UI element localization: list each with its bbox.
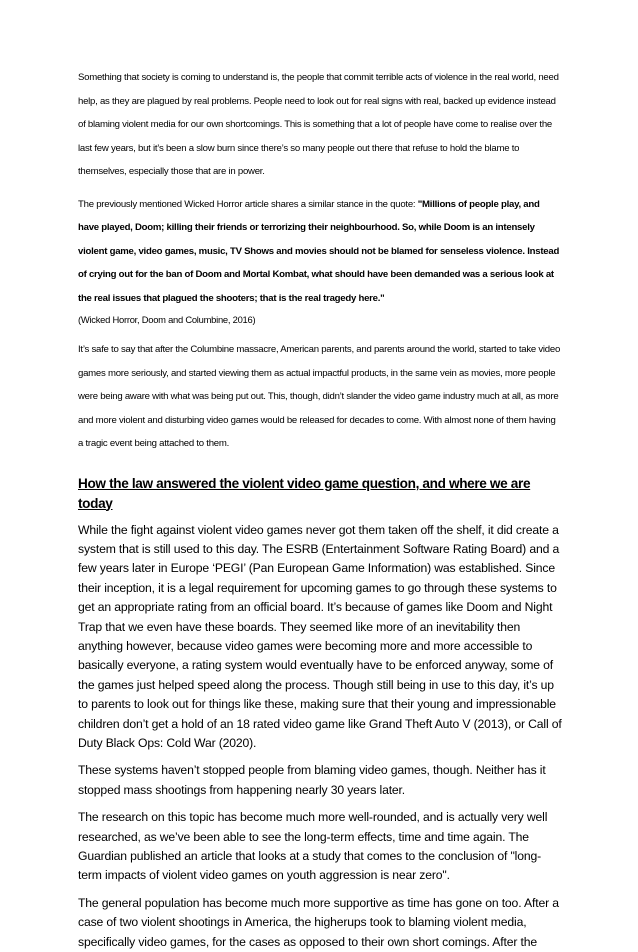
document-page xyxy=(78,66,562,952)
paragraph-blaming-continues: These systems haven’t stopped people from blaming video games, though. Neither has it stopped mass shootings from happening nearly 30 years later. xyxy=(78,763,546,797)
paragraph-society-understanding: Something that society is coming to understand is, the people that commit terrible acts of violence in the real world, need help, as they are plagued by real problems. People need to look out for real signs with real, backed up evidence instead of blaming violent media for our own shortcomings. This is something that a lot of people have come to realise over the last few years, but it’s been a slow burn since there’s so many people out there that refuse to hold the blame to themselves, especially those that are in power. xyxy=(78,72,559,177)
doom-quote: "Millions of people play, and have played, Doom; killing their friends or terrorizing their neighbourhood. So, while Doom is an intensely violent game, video games, music, TV Shows and movies should not be blamed for senseless violence. Instead of crying out for the ban of Doom and Mortal Kombat, what should have been demanded was a serious look at the real issues that plagued the shooters; that is the real tragedy here." xyxy=(78,198,560,304)
section-heading: How the law answered the violent video game question, and where we are today xyxy=(78,475,531,511)
paragraph-rating-systems: While the fight against violent video games never got them taken off the shelf, it did create a system that is still used to this day. The ESRB (Entertainment Software Rating Board) and a few years later in Europe ‘PEGI’ (Pan European Game Information) was established. Since their inception, it is a legal requirement for upcoming games to go through these systems to get an appropriate rating from an official board. It’s because of games like Doom and Night Trap that we even have these boards. They seemed like more of an inevitability then anything however, because video games were becoming more and more accessible to basically everyone, a rating system would eventually have to be enforced anyway, some of the games just helped speed along the process. Though still being in use to this day, it’s up to parents to look out for things like these, making sure that their young and impressionable children don’t get a hold of an 18 rated video game like Grand Theft Auto V (2013), or Call of Duty Black Ops: Cold War (2020). xyxy=(78,522,562,750)
quote-intro-text: The previously mentioned Wicked Horror article shares a similar stance in the quote: xyxy=(78,198,418,210)
paragraph-research: The research on this topic has become much more well-rounded, and is actually very well researched, as we’ve been able to see the long-term effects, time and time again. The Guardian published an article that looks at a study that comes to the conclusion of "long-term impacts of violent video games on youth aggression is near zero". xyxy=(78,810,548,883)
paragraph-wicked-horror-quote xyxy=(78,193,562,311)
quote-citation: (Wicked Horror, Doom and Columbine, 2016) xyxy=(78,314,256,325)
paragraph-general-population: The general population has become much more supportive as time has gone on too. After a case of two violent shootings in America, the higherups took to blaming violent media, specifically video games, for the cases as opposed to their own short comings. After the xyxy=(78,895,559,949)
paragraph-columbine-aftermath: It’s safe to say that after the Columbine massacre, American parents, and parents around the world, started to take video games more seriously, and started viewing them as actual impactful products, in the same vein as movies, more people were being aware with what was being put out. This, though, didn’t slander the video game industry much at all, as more and more violent and disturbing video games would be released for decades to come. With almost none of them having a tragic event being attached to them. xyxy=(78,344,561,449)
